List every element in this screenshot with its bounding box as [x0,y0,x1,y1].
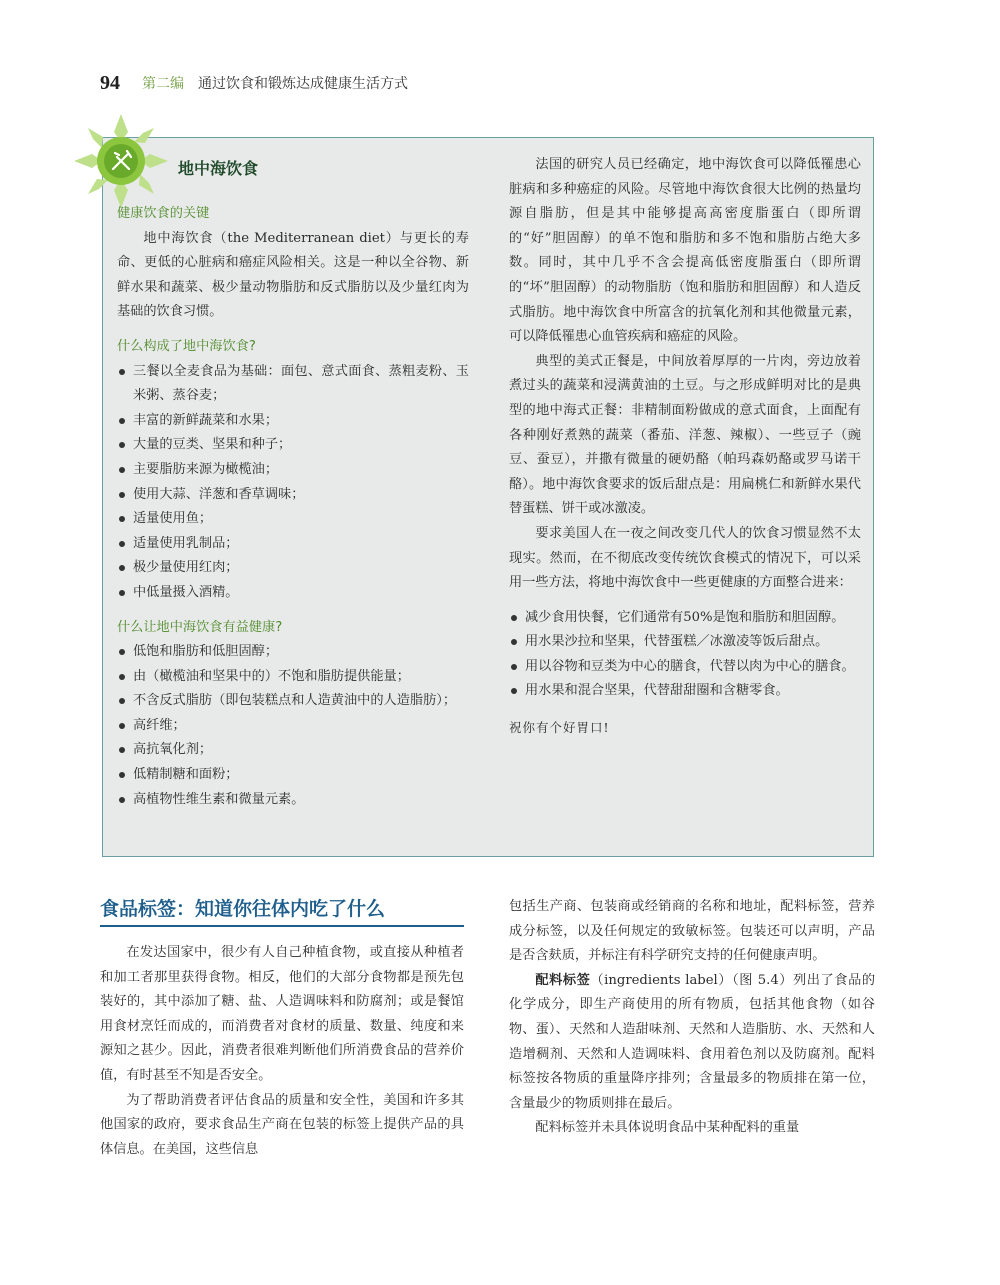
list-item: 高植物性维生素和微量元素。 [117,788,469,813]
paragraph: 配料标签并未具体说明食品中某种配料的重量 [535,1120,800,1136]
signoff: 祝你有个好胃口! [509,720,610,736]
list-item: 极少量使用红肉； [117,556,469,581]
fork-knife-icon [72,112,170,210]
term-ingredients-label: 配料标签 [535,972,591,988]
list-item: 减少食用快餐，它们通常有50%是饱和脂肪和胆固醇。 [509,606,861,631]
list-item: 低饱和脂肪和低胆固醇； [117,640,469,665]
section-title: 食品标签：知道你往体内吃了什么 [100,894,464,927]
tips-list [509,606,861,704]
body-left-column [100,941,464,1162]
paragraph: 要求美国人在一夜之间改变几代人的饮食习惯显然不太现实。然而，在不彻底改变传统饮食模式的情况下，可以采用一些方法，将地中海饮食中一些更健康的方面整合进来： [509,525,861,591]
box-title: 地中海饮食 [178,159,259,178]
list-item: 用以谷物和豆类为中心的膳食，代替以肉为中心的膳食。 [509,655,861,680]
paragraph [509,969,875,1117]
subheading-why: 什么让地中海饮食有益健康? [117,619,283,635]
list-item: 由（橄榄油和坚果中的）不饱和脂肪提供能量； [117,665,469,690]
list-item: 三餐以全麦食品为基础：面包、意式面食、蒸粗麦粉、玉米粥、蒸谷麦； [117,360,469,409]
list-item: 丰富的新鲜蔬菜和水果； [117,409,469,434]
list-item: 大量的豆类、坚果和种子； [117,433,469,458]
list-item: 主要脂肪来源为橄榄油； [117,458,469,483]
part-label: 第二编 [142,76,184,92]
running-header [100,68,408,98]
paragraph: 典型的美式正餐是，中间放着厚厚的一片肉，旁边放着煮过头的蔬菜和浸满黄油的土豆。与之形成鲜明对比的是典型的地中海式正餐：非精制面粉做成的意式面食，上面配有各种刚好煮熟的蔬菜（番茄、洋葱、辣椒）、一些豆子（豌豆、蚕豆），并撒有微量的硬奶酪（帕玛森奶酪或罗马诺干酪）。地中海饮食要求的饭后甜点是：用扁桃仁和新鲜水果代替蛋糕、饼干或冰激凌。 [509,353,861,517]
paragraph: 包括生产商、包装商或经销商的名称和地址，配料标签，营养成分标签，以及任何规定的致敏标签。包装还可以声明，产品是否含麸质，并标注有科学研究支持的任何健康声明。 [509,899,875,964]
list-item: 用水果和混合坚果，代替甜甜圈和含糖零食。 [509,679,861,704]
list-item: 低精制糖和面粉； [117,763,469,788]
list-item: 用水果沙拉和坚果，代替蛋糕／冰激凌等饭后甜点。 [509,630,861,655]
subheading-key: 健康饮食的关键 [117,206,210,221]
list-item: 不含反式脂肪（即包装糕点和人造黄油中的人造脂肪）； [117,689,469,714]
paragraph: 在发达国家中，很少有人自己种植食物，或直接从种植者和加工者那里获得食物。相反，他们的大部分食物都是预先包装好的，其中添加了糖、盐、人造调味料和防腐剂；或是餐馆用食材烹饪而成的，而消费者对食材的质量、数量、纯度和来源知之甚少。因此，消费者很难判断他们所消费食品的营养价值，有时甚至不知是否安全。 [100,945,464,1083]
list-item: 高抗氧化剂； [117,738,469,763]
list-item: 中低量摄入酒精。 [117,581,469,606]
paragraph-text: （ingredients label）（图 5.4）列出了食品的化学成分，即生产商使用的所有物质，包括其他食物（如谷物、蛋）、天然和人造甜味剂、天然和人造脂肪、水、天然和人造增稠剂、天然和人造调味料、食用着色剂以及防腐剂。配料标签按各物质的重量降序排列；含量最多的物质排在第一位，含量最少的物质则排在最后。 [509,972,876,1111]
list-item: 适量使用乳制品； [117,532,469,557]
subheading-what: 什么构成了地中海饮食? [117,338,256,354]
chapter-title: 通过饮食和锻炼达成健康生活方式 [198,76,408,92]
box-right-column [509,153,861,741]
paragraph: 地中海饮食（the Mediterranean diet）与更长的寿命、更低的心脏病和癌症风险相关。这是一种以全谷物、新鲜水果和蔬菜、极少量动物脂肪和反式脂肪以及少量红肉为基础的饮食习惯。 [117,230,469,320]
food-label-section [100,894,464,943]
benefits-list [117,640,469,812]
components-list [117,360,469,606]
paragraph: 为了帮助消费者评估食品的质量和安全性，美国和许多其他国家的政府，要求食品生产商在包装的标签上提供产品的具体信息。在美国，这些信息 [100,1092,464,1157]
body-right-column [509,895,875,1141]
page-number: 94 [100,71,120,94]
paragraph: 法国的研究人员已经确定，地中海饮食可以降低罹患心脏病和多种癌症的风险。尽管地中海饮食很大比例的热量均源自脂肪，但是其中能够提高高密度脂蛋白（即所谓的“好”胆固醇）的单不饱和脂肪和多不饱和脂肪占绝大多数。同时，其中几乎不含会提高低密度脂蛋白（即所谓的“坏”胆固醇）的动物脂肪（饱和脂肪和胆固醇）和人造反式脂肪。地中海饮食中所富含的抗氧化剂和其他微量元素，可以降低罹患心血管疾病和癌症的风险。 [509,157,861,345]
list-item: 适量使用鱼； [117,507,469,532]
box-left-column [117,202,469,812]
list-item: 高纤维； [117,714,469,739]
list-item: 使用大蒜、洋葱和香草调味； [117,483,469,508]
